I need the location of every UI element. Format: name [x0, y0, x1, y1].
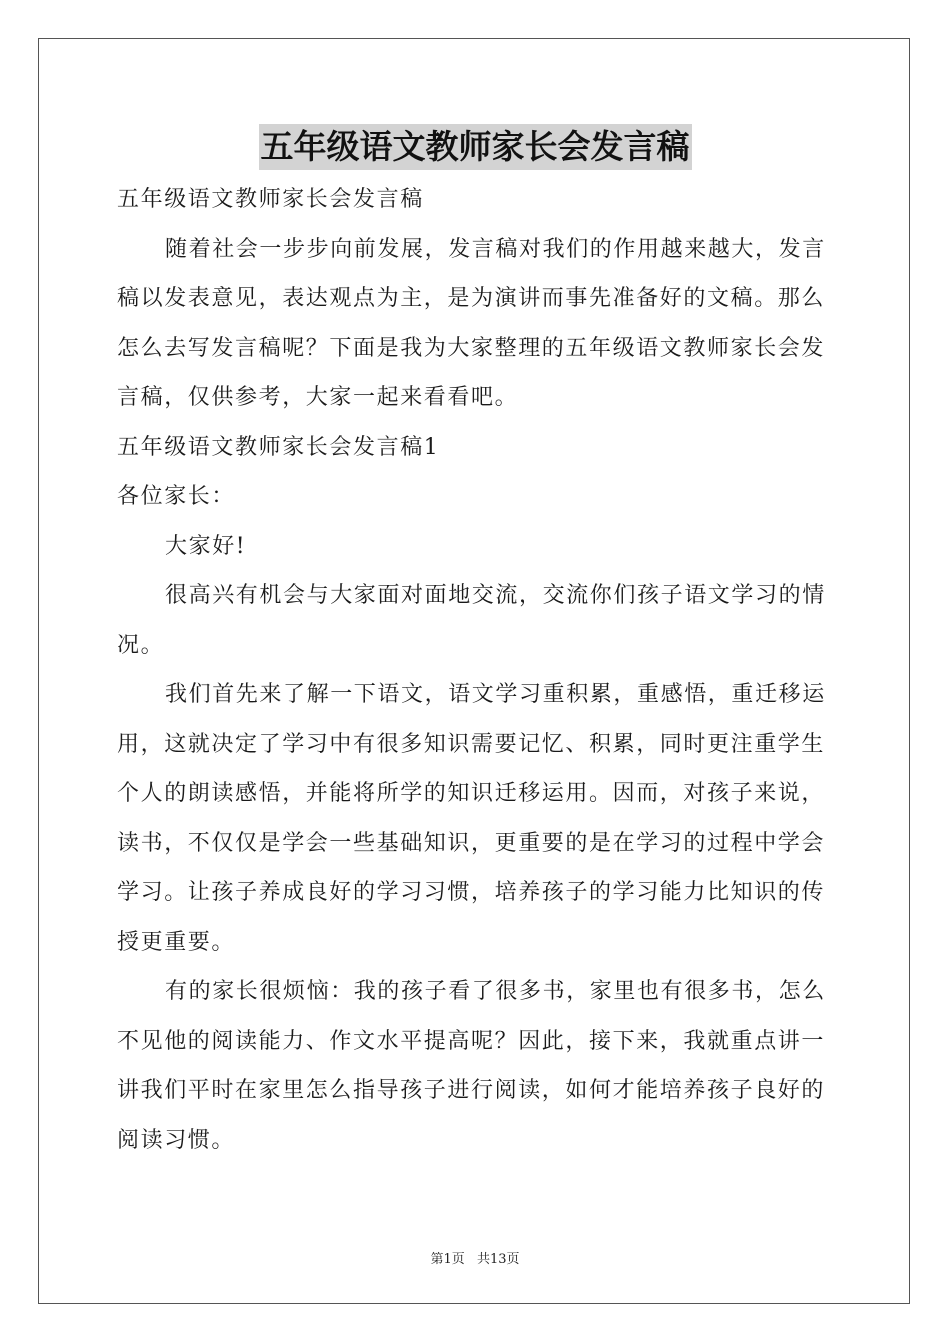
body-line: 讲我们平时在家里怎么指导孩子进行阅读，如何才能培养孩子良好的	[117, 1078, 826, 1103]
body-line: 个人的朗读感悟，并能将所学的知识迁移运用。因而，对孩子来说，	[117, 781, 826, 806]
document-body	[117, 175, 833, 1165]
body-line: 各位家长：	[117, 484, 236, 509]
body-line: 我们首先来了解一下语文，语文学习重积累，重感悟，重迁移运	[165, 682, 826, 707]
body-line: 怎么去写发言稿呢？下面是我为大家整理的五年级语文教师家长会发	[117, 335, 826, 361]
document-title: 五年级语文教师家长会发言稿	[259, 124, 692, 170]
body-line: 用，这就决定了学习中有很多知识需要记忆、积累，同时更注重学生	[117, 731, 826, 757]
body-line: 五年级语文教师家长会发言稿	[117, 187, 424, 212]
page-number: 第1页	[430, 1252, 465, 1267]
body-line: 五年级语文教师家长会发言稿1	[117, 434, 440, 460]
body-line: 授更重要。	[117, 929, 236, 955]
body-line: 有的家长很烦恼：我的孩子看了很多书，家里也有很多书，怎么	[165, 979, 826, 1004]
body-line: 稿以发表意见，表达观点为主，是为演讲而事先准备好的文稿。那么	[117, 286, 826, 311]
body-line: 言稿，仅供参考，大家一起来看看吧。	[117, 385, 519, 410]
body-line: 很高兴有机会与大家面对面地交流，交流你们孩子语文学习的情	[165, 583, 826, 608]
body-line: 况。	[117, 632, 165, 658]
page-total: 共13页	[476, 1252, 520, 1267]
page-footer	[0, 1248, 950, 1267]
body-line: 学习。让孩子养成良好的学习习惯，培养孩子的学习能力比知识的传	[117, 880, 826, 905]
body-line: 不见他的阅读能力、作文水平提高呢？因此，接下来，我就重点讲一	[117, 1028, 826, 1054]
body-line: 阅读习惯。	[117, 1127, 236, 1153]
title-container	[0, 124, 950, 170]
body-line: 随着社会一步步向前发展，发言稿对我们的作用越来越大，发言	[165, 236, 826, 262]
body-line: 读书，不仅仅是学会一些基础知识，更重要的是在学习的过程中学会	[117, 830, 826, 856]
body-line: 大家好!	[165, 533, 247, 559]
